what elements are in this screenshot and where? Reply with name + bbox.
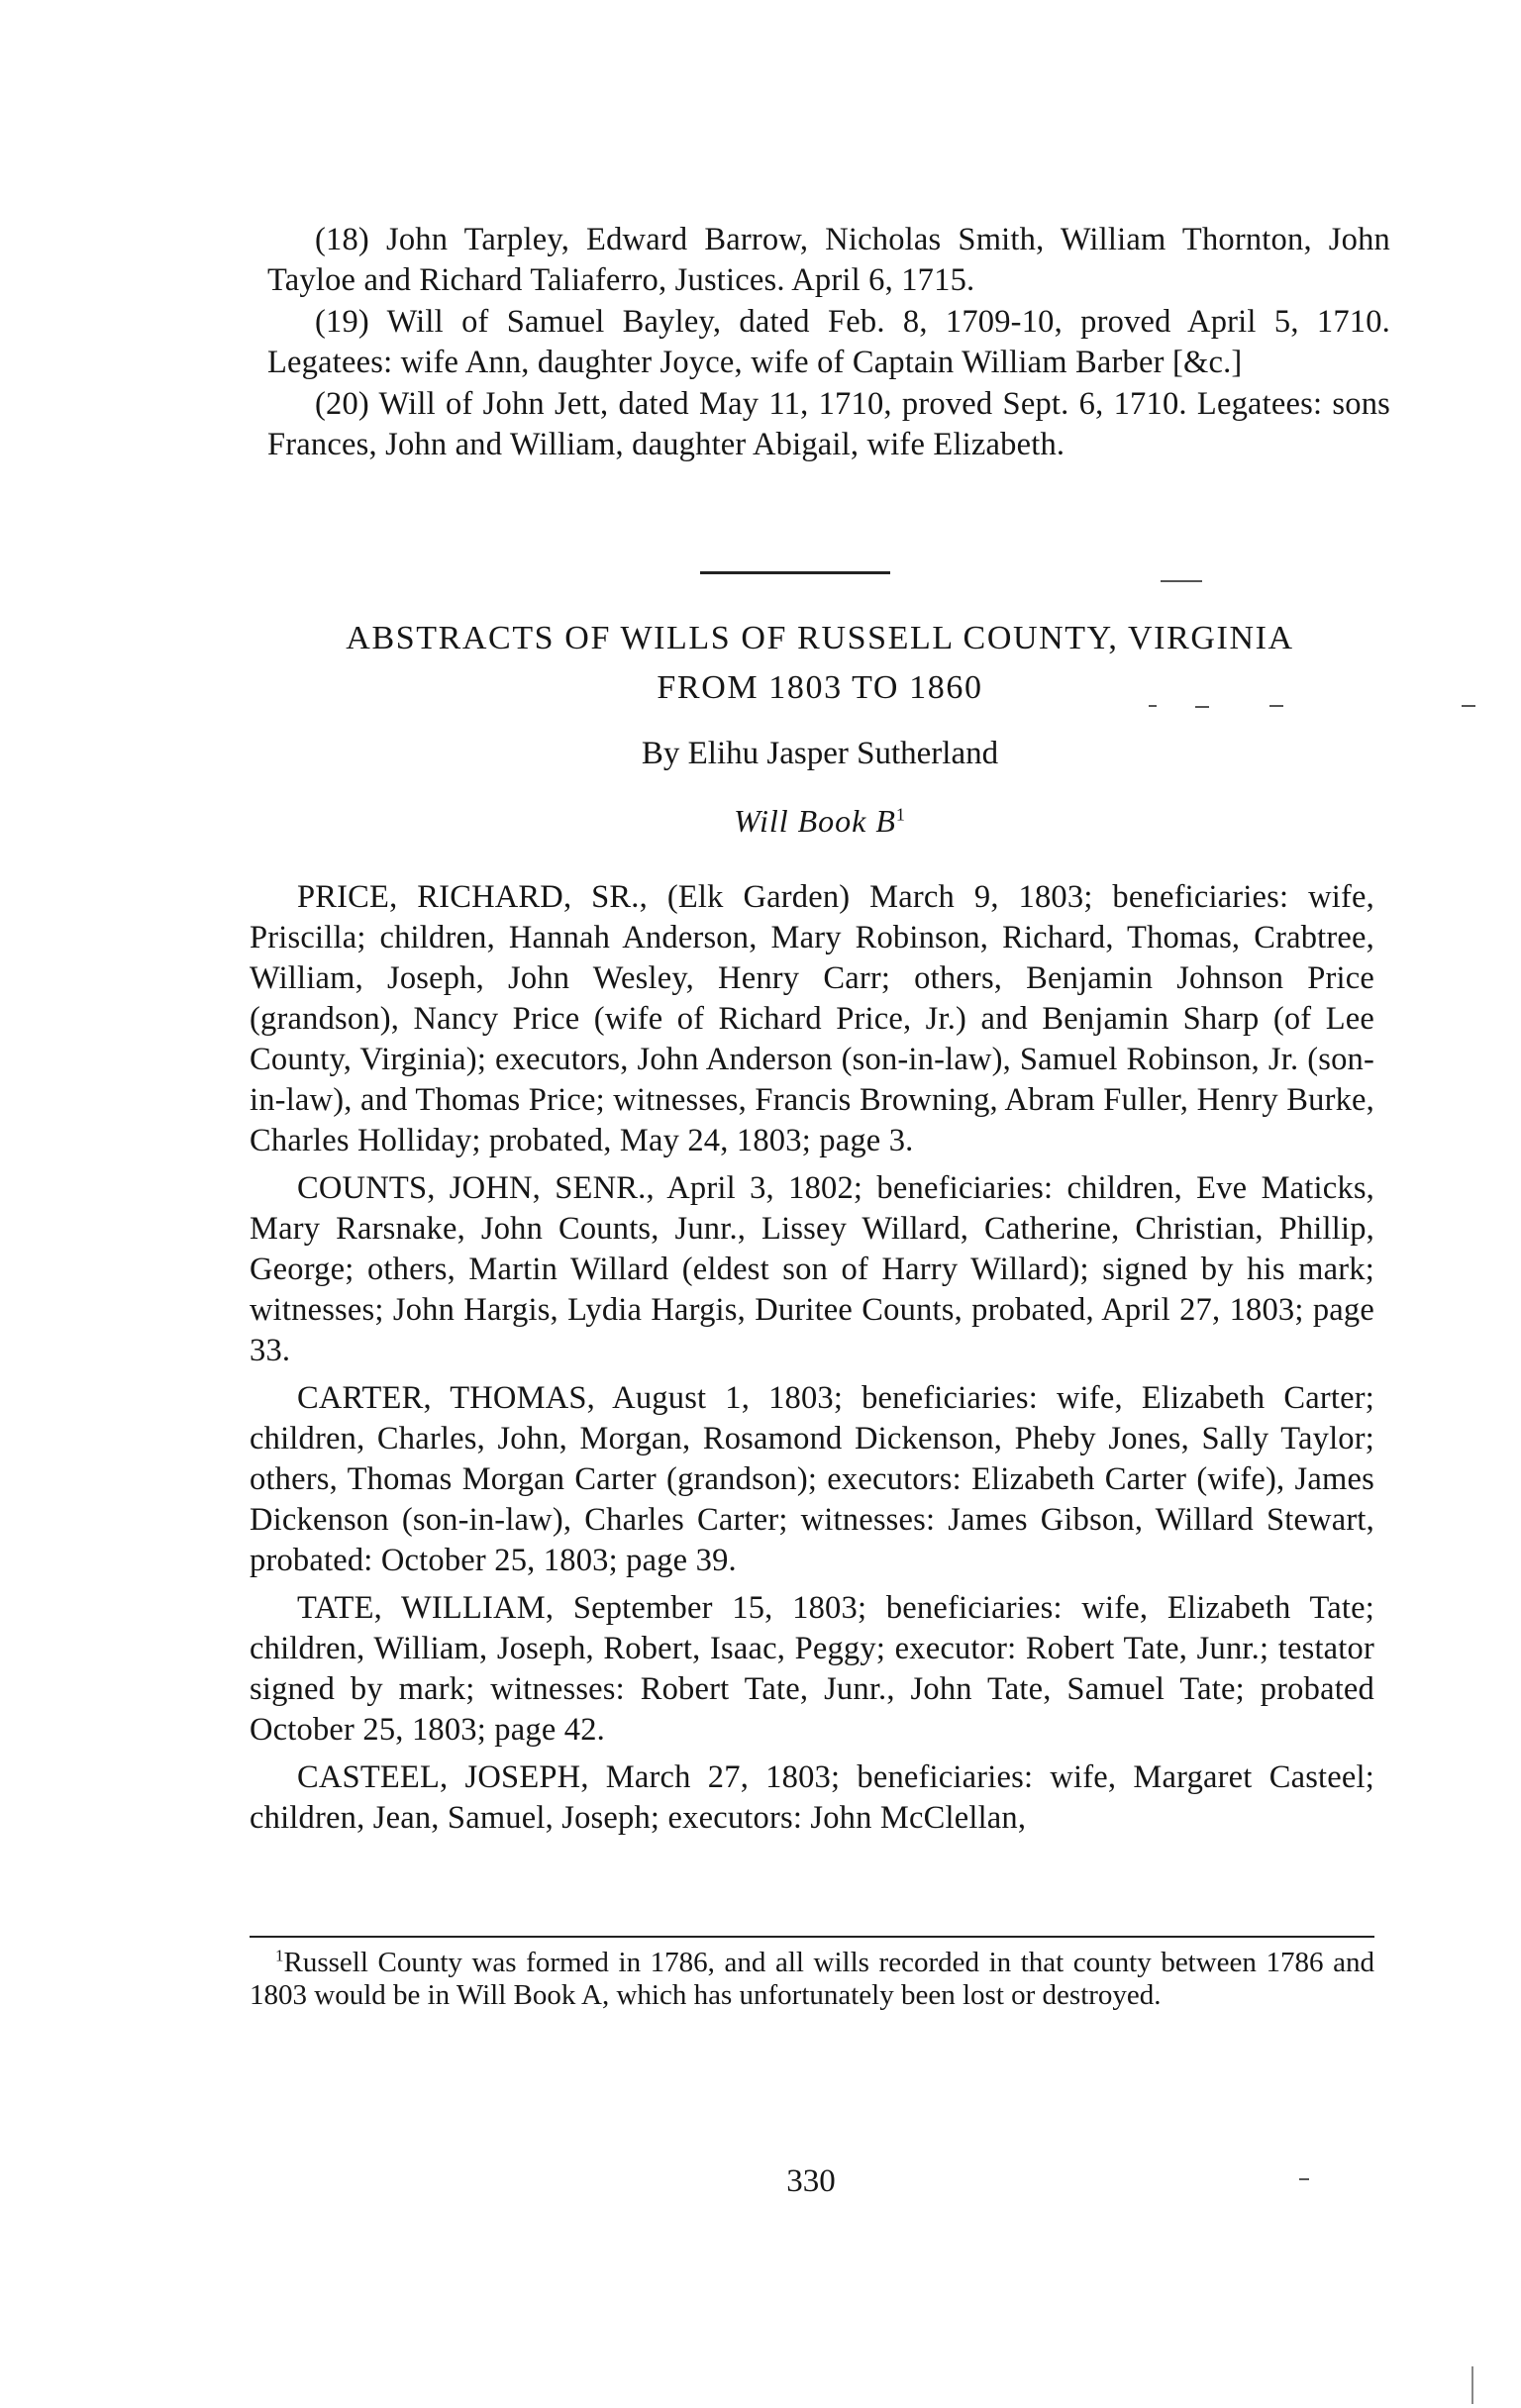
will-entry-casteel: CASTEEL, JOSEPH, March 27, 1803; beneficiaries: wife, Margaret Casteel; children, Jean, Samuel, Joseph; executors: John McClellan,	[250, 1759, 1374, 1836]
footnote	[250, 1947, 1374, 2012]
document-page	[250, 0, 1390, 2408]
article-title-line-1: ABSTRACTS OF WILLS OF RUSSELL COUNTY, VIRGINIA	[346, 620, 1294, 656]
will-entry-tate: TATE, WILLIAM, September 15, 1803; beneficiaries: wife, Elizabeth Tate; children, William, Joseph, Robert, Isaac, Peggy; executor: Robert Tate, Junr.; testator signed by mark; witnesses: Robert Tate, Junr., John Tate, Samuel Tate; probated October 25, 1803; page 42.	[250, 1590, 1374, 1748]
page-number: 330	[786, 2163, 836, 2199]
section-divider	[700, 571, 890, 574]
footnote-text	[250, 1947, 1374, 2012]
article-byline: By Elihu Jasper Sutherland	[641, 736, 999, 771]
previous-article-continuation	[267, 220, 1390, 466]
article-title-line-2: FROM 1803 TO 1860	[657, 669, 983, 706]
entry-19: (19) Will of Samuel Bayley, dated Feb. 8, 1709-10, proved April 5, 1710. Legatees: wife Ann, daughter Joyce, wife of Captain William Barber [&c.]	[267, 304, 1390, 380]
scan-mark	[1462, 705, 1475, 707]
article-title	[250, 614, 1390, 713]
will-entry-counts: COUNTS, JOHN, SENR., April 3, 1802; beneficiaries: children, Eve Maticks, Mary Rarsnake, John Counts, Junr., Lissey Willard, Catherine, Christian, Phillip, George; others, Martin Willard (eldest son of Harry Willard); signed by his mark; witnesses; John Hargis, Lydia Hargis, Duritee Counts, probated, April 27, 1803; page 33.	[250, 1170, 1374, 1368]
will-entry-carter: CARTER, THOMAS, August 1, 1803; beneficiaries: wife, Elizabeth Carter; children, Charles, John, Morgan, Rosamond Dickenson, Pheby Jones, Sally Taylor; others, Thomas Morgan Carter (grandson); executors: Elizabeth Carter (wife), James Dickenson (son-in-law), Charles Carter; witnesses: James Gibson, Willard Stewart, probated: October 25, 1803; page 39.	[250, 1380, 1374, 1578]
footnote-divider	[250, 1936, 1374, 1938]
entry-18: (18) John Tarpley, Edward Barrow, Nicholas Smith, William Thornton, John Tayloe and Richard Taliaferro, Justices. April 6, 1715.	[267, 222, 1390, 298]
entry-20: (20) Will of John Jett, dated May 11, 1710, proved Sept. 6, 1710. Legatees: sons Frances, John and William, daughter Abigail, wife Elizabeth.	[267, 386, 1390, 462]
will-book-heading	[250, 798, 1390, 844]
footnote-mark: 1	[275, 1946, 284, 1965]
will-abstracts	[250, 877, 1374, 1846]
footnote-reference: 1	[895, 804, 906, 825]
scan-edge-mark	[1471, 2366, 1473, 2404]
will-book-label: Will Book B	[734, 803, 896, 839]
scan-mark	[1161, 580, 1202, 582]
will-entry-price: PRICE, RICHARD, SR., (Elk Garden) March 9, 1803; beneficiaries: wife, Priscilla; children, Hannah Anderson, Mary Robinson, Richard, Thomas, Crabtree, William, Joseph, John Wesley, Henry Carr; others, Benjamin Johnson Price (grandson), Nancy Price (wife of Richard Price, Jr.) and Benjamin Sharp (of Lee County, Virginia); executors, John Anderson (son-in-law), Samuel Robinson, Jr. (son-in-law), and Thomas Price; witnesses, Francis Browning, Abram Fuller, Henry Burke, Charles Holliday; probated, May 24, 1803; page 3.	[250, 879, 1374, 1158]
footnote-body: Russell County was formed in 1786, and all wills recorded in that county between 1786 and 1803 would be in Will Book A, which has unfortunately been lost or destroyed.	[250, 1947, 1374, 2011]
